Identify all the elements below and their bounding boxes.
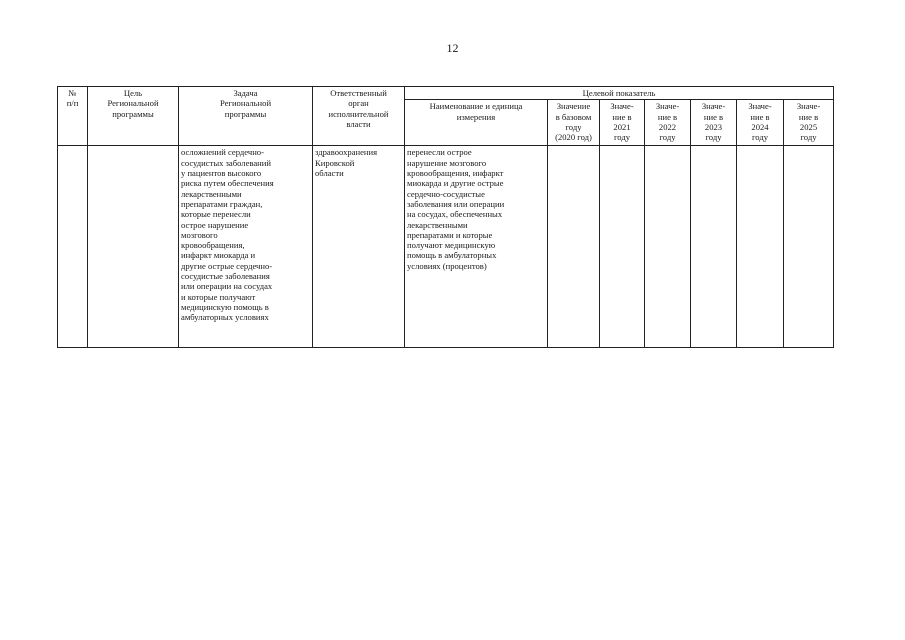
cell-base-value	[548, 146, 600, 348]
header-base-value: Значение в базовом году (2020 год)	[548, 100, 600, 146]
page-number: 12	[446, 41, 459, 55]
cell-task: осложнений сердечно- сосудистых заболеваний у пациентов высокого риска путем обеспечения лекарственными препаратами граждан, которые перенесли острое нарушение мозгового кровообращения, инфаркт миокарда и другие острые сердечно- сосудистые заболевания или операции на сосудах и которые получают медицинскую помощь в амбулаторных условиях	[179, 146, 313, 348]
header-2021: Значе- ние в 2021 году	[600, 100, 645, 146]
header-goal: Цель Региональной программы	[88, 87, 179, 146]
regional-program-table	[57, 86, 834, 348]
cell-indicator: перенесли острое нарушение мозгового кровообращения, инфаркт миокарда и другие острые сердечно-сосудистые заболевания или операции на сосудах, обеспеченных лекарственными препаратами и которые получают медицинскую помощь в амбулаторных условиях (процентов)	[405, 146, 548, 348]
header-2022: Значе- ние в 2022 году	[645, 100, 691, 146]
cell-2021	[600, 146, 645, 348]
header-row-top	[58, 87, 834, 100]
cell-2024	[737, 146, 784, 348]
cell-2023	[691, 146, 737, 348]
header-task: Задача Региональной программы	[179, 87, 313, 146]
header-target-indicator: Целевой показатель	[405, 87, 834, 100]
table-row	[58, 146, 834, 348]
header-responsible: Ответственный орган исполнительной власти	[313, 87, 405, 146]
header-2024: Значе- ние в 2024 году	[737, 100, 784, 146]
cell-2022	[645, 146, 691, 348]
cell-goal	[88, 146, 179, 348]
cell-2025	[784, 146, 834, 348]
cell-responsible: здравоохранения Кировской области	[313, 146, 405, 348]
header-num: № п/п	[58, 87, 88, 146]
header-2025: Значе- ние в 2025 году	[784, 100, 834, 146]
header-2023: Значе- ние в 2023 году	[691, 100, 737, 146]
header-name-unit: Наименование и единица измерения	[405, 100, 548, 146]
cell-num	[58, 146, 88, 348]
